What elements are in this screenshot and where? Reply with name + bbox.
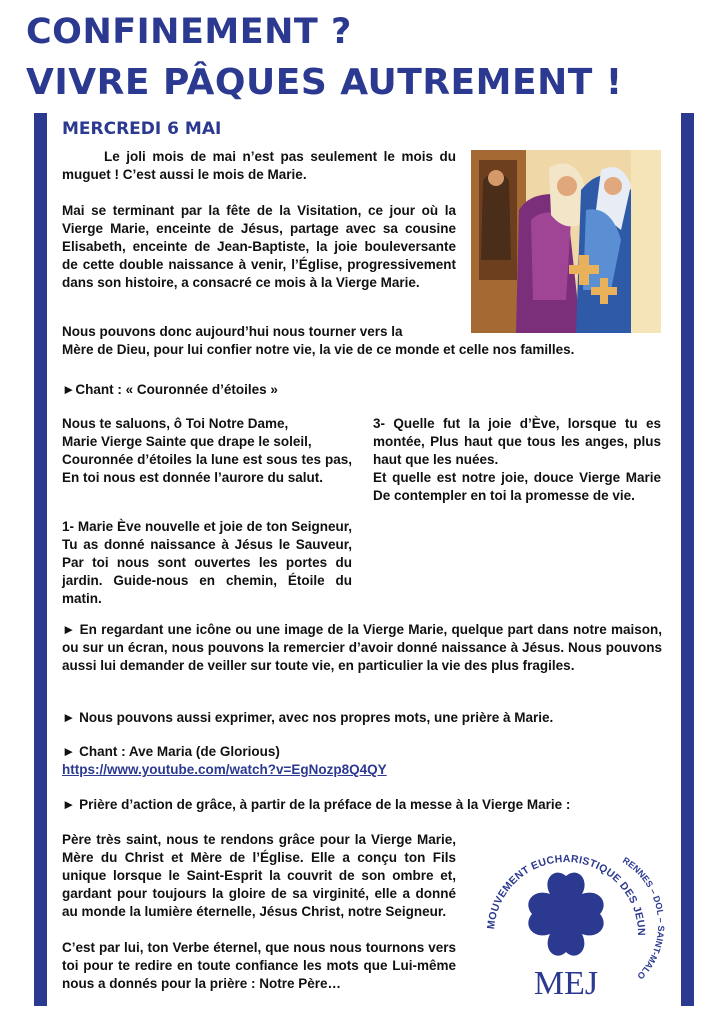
chant1-refrain: Nous te saluons, ô Toi Notre Dame, Marie Vierge Sainte que drape le soleil, Couronnée d’étoiles la lune est sous tes pas, En toi nous est donnée l’aurore du salut. xyxy=(62,416,352,485)
logo-cross-icon xyxy=(528,873,603,956)
title-line-1: CONFINEMENT ? xyxy=(26,12,352,52)
youtube-link[interactable]: https://www.youtube.com/watch?v=EgNozp8Q4QY xyxy=(62,762,387,777)
chant2-container xyxy=(62,761,662,779)
intro-paragraph-3b: Mère de Dieu, pour lui confier notre vie, la vie de ce monde et celle nos familles. xyxy=(62,342,575,357)
right-border-bar xyxy=(681,113,694,1006)
chant2-label: ► Chant : Ave Maria (de Glorious) xyxy=(62,744,280,759)
prayer-paragraph-1: Père très saint, nous te rendons grâce pour la Vierge Marie, Mère du Christ et Mère de l’Église. Elle a conçu ton Fils unique lorsque le Saint-Esprit la couvrit de son ombre et, gardant pour toujours la gloire de sa virginité, elle a donné au monde la lumière éternelle, Jésus Christ, notre Seigneur. xyxy=(62,832,456,919)
left-border-bar xyxy=(34,113,47,1006)
icon-paragraph: ► En regardant une icône ou une image de la Vierge Marie, quelque part dans notre maison, ou sur un écran, nous pouvons la remercier d’avoir donné naissance à Jésus. Nous pouvons aussi lui demander de veiller sur toute vie, en particulier la vie des plus fragiles. xyxy=(62,622,662,673)
mej-logo xyxy=(466,822,666,1010)
chant1-verse-1: 1- Marie Ève nouvelle et joie de ton Seigneur, Tu as donné naissance à Jésus le Sauveur, Par toi nous sont ouvertes les portes du jardin. Guide-nous en chemin, Étoile du matin. xyxy=(62,519,352,606)
chant1-heading xyxy=(62,381,662,399)
visitation-painting xyxy=(471,150,661,333)
logo-arc-text: MOUVEMENT EUCHARISTIQUE DES JEUN xyxy=(485,852,648,937)
preface-paragraph: ► Prière d’action de grâce, à partir de la préface de la messe à la Vierge Marie : xyxy=(62,797,571,812)
intro-paragraph-1: Le joli mois de mai n’est pas seulement le mois du muguet ! C’est aussi le mois de Marie. xyxy=(62,149,456,182)
chant1-verse-3: 3- Quelle fut la joie d’Ève, lorsque tu es montée, Plus haut que tous les anges, plus haut que les nuées. Et quelle est notre joie, douce Vierge Marie De contempler en toi la promesse de vie. xyxy=(373,416,661,503)
triangle-marker-icon: ► xyxy=(62,382,76,397)
own-words-paragraph: ► Nous pouvons aussi exprimer, avec nos propres mots, une prière à Marie. xyxy=(62,710,554,725)
prayer-paragraph-2: C’est par lui, ton Verbe éternel, que nous nous tournons vers toi pour te redire en toute confiance les mots que Lui-même nous a donnés pour la prière : Notre Père… xyxy=(62,940,456,991)
date-heading: MERCREDI 6 MAI xyxy=(62,119,222,139)
intro-paragraph-2: Mai se terminant par la fête de la Visitation, ce jour où la Vierge Marie, enceinte de Jésus, partage avec sa cousine Elisabeth, enceinte de Jean-Baptiste, la joie bouleversante de cette double naissance à venir, l’Église, progressivement dans son histoire, a consacré ce mois à la Vierge Marie. xyxy=(62,203,456,290)
logo-acronym: MEJ xyxy=(533,965,599,1002)
intro-paragraph-3a: Nous pouvons donc aujourd’hui nous tourner vers la xyxy=(62,324,403,339)
chant1-label: Chant : « Couronnée d’étoiles » xyxy=(75,382,278,397)
logo-side-text: RENNES – DOL – SAINT-MALO xyxy=(620,855,666,982)
title-line-2: VIVRE PÂQUES AUTREMENT ! xyxy=(26,62,623,103)
